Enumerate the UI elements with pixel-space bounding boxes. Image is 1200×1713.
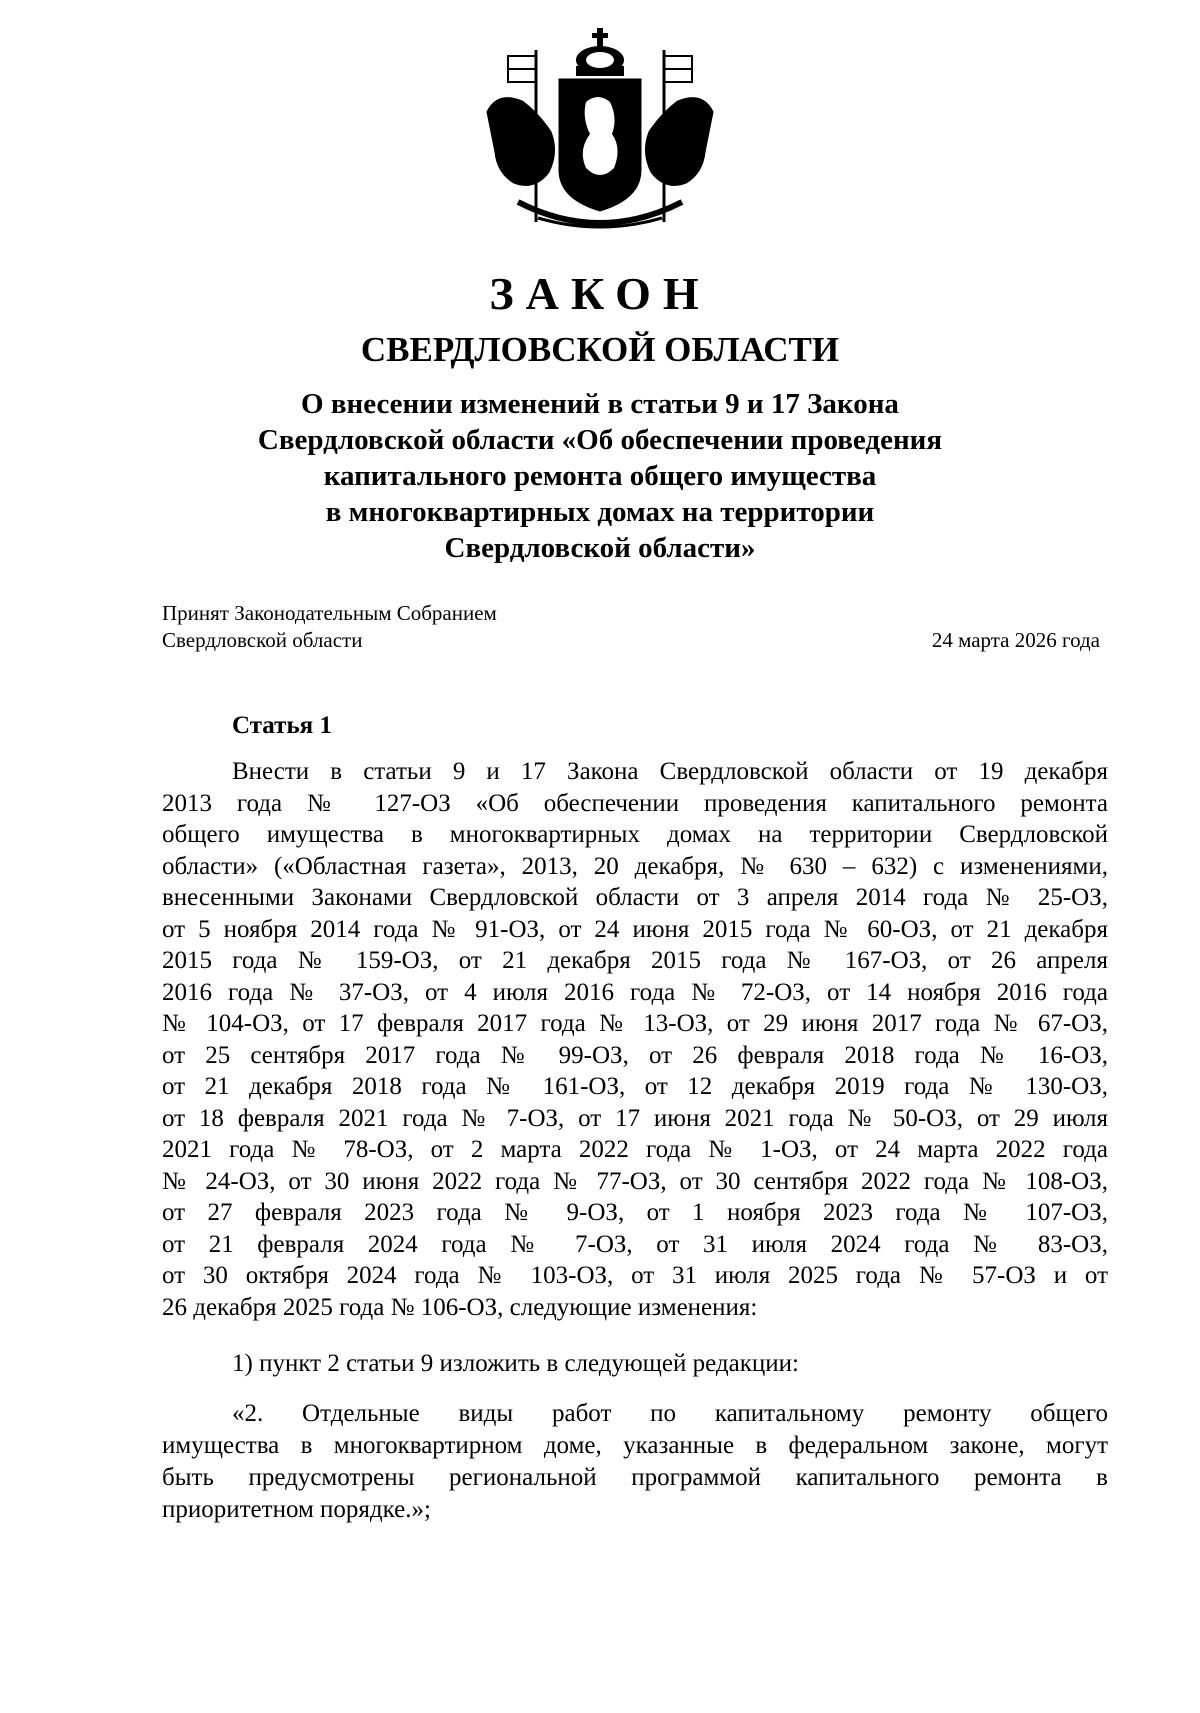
adoption-date: 24 марта 2026 года xyxy=(931,628,1100,652)
body-line: области» («Областная газета», 2013, 20 декабря, № 630 – 632) с изменениями, xyxy=(162,852,1108,880)
body-line: общего имущества в многоквартирных домах на территории Свердловской xyxy=(162,821,1108,848)
body-line: 2015 года № 159-ОЗ, от 21 декабря 2015 года № 167-ОЗ, от 26 апреля xyxy=(162,947,1108,974)
subject-line: О внесении изменений в статьи 9 и 17 Закона xyxy=(301,388,899,420)
subject-line: в многоквартирных домах на территории xyxy=(325,496,875,528)
law-subject-title xyxy=(200,386,1000,566)
body-line: Внести в статьи 9 и 17 Закона Свердловской области от 19 декабря xyxy=(232,758,1108,785)
adoption-line: Свердловской области xyxy=(162,628,363,652)
article-heading: Статья 1 xyxy=(232,712,332,739)
body-line: № 104-ОЗ, от 17 февраля 2017 года № 13-ОЗ, от 29 июня 2017 года № 67-ОЗ, xyxy=(162,1010,1108,1037)
quote-line: быть предусмотрены региональной программой капитального ремонта в xyxy=(162,1464,1108,1491)
amendment-item-1: 1) пункт 2 статьи 9 изложить в следующей редакции: xyxy=(232,1350,799,1377)
body-line: 2016 года № 37-ОЗ, от 4 июля 2016 года № 72-ОЗ, от 14 ноября 2016 года xyxy=(162,978,1108,1006)
amendment-quote xyxy=(162,1398,1108,1526)
quote-line: приоритетном порядке.»; xyxy=(162,1496,431,1523)
body-line: от 18 февраля 2021 года № 7-ОЗ, от 17 июня 2021 года № 50-ОЗ, от 29 июля xyxy=(162,1104,1108,1132)
body-line: внесенными Законами Свердловской области от 3 апреля 2014 года № 25-ОЗ, xyxy=(162,884,1108,911)
body-line: 2021 года № 78-ОЗ, от 2 марта 2022 года № 1-ОЗ, от 24 марта 2022 года xyxy=(162,1136,1108,1163)
quote-line: имущества в многоквартирном доме, указанные в федеральном законе, могут xyxy=(162,1432,1108,1459)
subject-line: Свердловской области «Об обеспечении проведения xyxy=(257,424,943,456)
body-line: от 30 октября 2024 года № 103-ОЗ, от 31 июля 2025 года № 57-ОЗ и от xyxy=(162,1262,1108,1289)
region-title: СВЕРДЛОВСКОЙ ОБЛАСТИ xyxy=(360,330,840,369)
body-line: от 25 сентября 2017 года № 99-ОЗ, от 26 февраля 2018 года № 16-ОЗ, xyxy=(162,1041,1108,1069)
body-line: от 5 ноября 2014 года № 91-ОЗ, от 24 июня 2015 года № 60-ОЗ, от 21 декабря xyxy=(162,915,1108,943)
body-line: от 21 февраля 2024 года № 7-ОЗ, от 31 июля 2024 года № 83-ОЗ, xyxy=(162,1230,1108,1258)
subject-line: капитального ремонта общего имущества xyxy=(323,460,877,492)
body-line: 2013 года № 127-ОЗ «Об обеспечении проведения капитального ремонта xyxy=(162,789,1108,817)
document-type-title: ЗАКОН xyxy=(489,268,711,319)
body-line: 26 декабря 2025 года № 106-ОЗ, следующие изменения: xyxy=(162,1293,758,1321)
adoption-note xyxy=(162,600,722,654)
adoption-line: Принят Законодательным Собранием xyxy=(162,601,497,625)
body-line: от 21 декабря 2018 года № 161-ОЗ, от 12 декабря 2019 года № 130-ОЗ, xyxy=(162,1073,1108,1100)
body-line: от 27 февраля 2023 года № 9-ОЗ, от 1 ноября 2023 года № 107-ОЗ, xyxy=(162,1199,1108,1226)
coat-of-arms-icon xyxy=(478,22,722,244)
subject-line: Свердловской области» xyxy=(444,532,756,564)
article-body xyxy=(162,756,1108,1323)
quote-line: «2. Отдельные виды работ по капитальному ремонту общего xyxy=(232,1400,1108,1427)
body-line: № 24-ОЗ, от 30 июня 2022 года № 77-ОЗ, от 30 сентября 2022 года № 108-ОЗ, xyxy=(162,1167,1108,1195)
